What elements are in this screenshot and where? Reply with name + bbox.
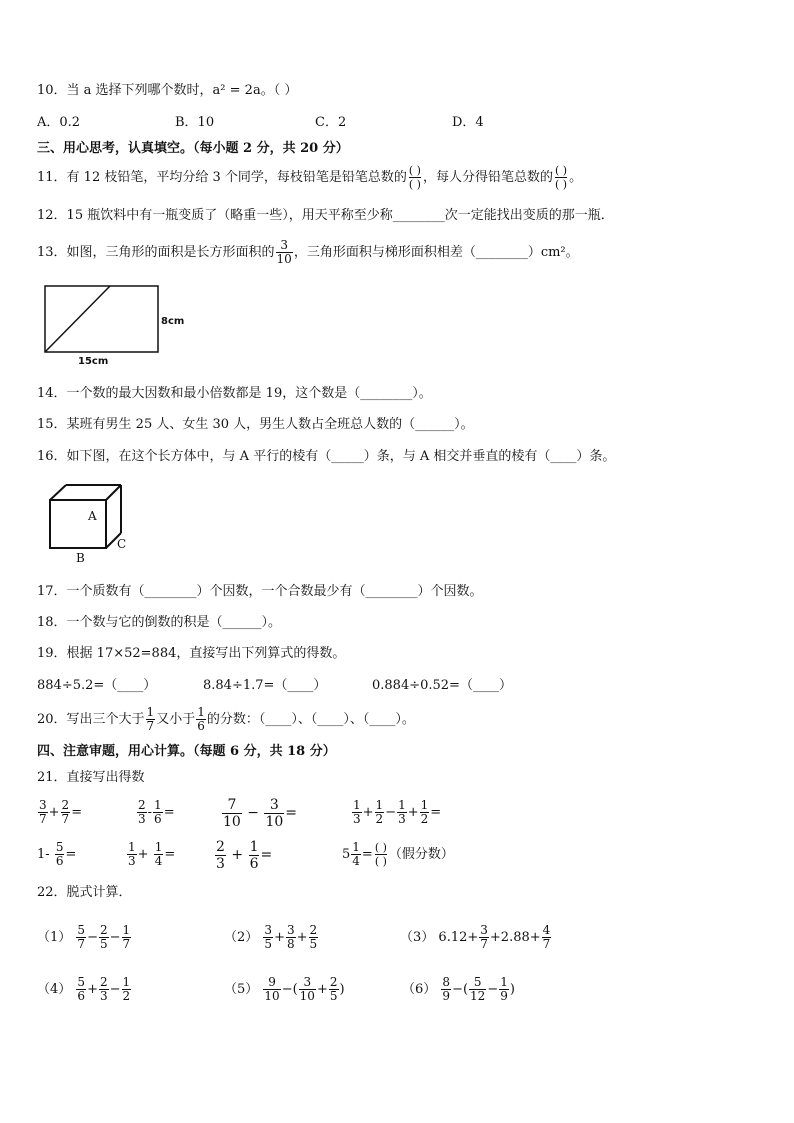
prefix: 1- <box>37 847 50 862</box>
frac-den: 9 <box>500 989 508 1003</box>
q11-blank: ( ) <box>555 164 568 177</box>
frac-den: 3 <box>398 812 406 826</box>
q20-fraction-2 <box>196 706 206 733</box>
fig16-label-a: A <box>88 509 97 523</box>
section4-title: 四、注意审题，用心计算。（每题 6 分，共 18 分） <box>37 744 336 759</box>
equals: = <box>430 805 442 820</box>
blank: ( ) <box>374 841 387 854</box>
frac-den: 4 <box>154 854 163 868</box>
fig16-label-b: B <box>76 551 85 565</box>
frac-den: 10 <box>265 813 284 830</box>
q13 <box>37 236 579 270</box>
frac-num: 3 <box>264 923 273 937</box>
frac-num: 1 <box>375 798 384 812</box>
frac-num: 1 <box>154 840 163 854</box>
frac-num: 3 <box>303 975 312 989</box>
q20-fraction-1 <box>146 706 156 733</box>
frac-den: 10 <box>299 989 315 1003</box>
q22-problem-6 <box>402 970 515 1010</box>
frac-num: 2 <box>216 838 225 855</box>
frac-num: 1 <box>154 798 162 812</box>
q20 <box>37 703 415 737</box>
paren: ) <box>339 982 345 997</box>
q22-problem-4 <box>37 970 132 1010</box>
q15-text: 15．某班有男生 25 人、女生 30 人，男生人数占全班总人数的（______）。 <box>37 417 474 432</box>
operator: + <box>274 930 285 945</box>
frac-den: 4 <box>352 854 360 868</box>
q19-text: 19．根据 17×52=884，直接写出下列算式的得数。 <box>37 646 346 661</box>
frac-den: 5 <box>309 937 318 951</box>
frac-den: 8 <box>286 937 295 951</box>
q16-text: 16．如下图，在这个长方体中，与 A 平行的棱有（_____）条，与 A 相交并垂直的棱有（____）条。 <box>37 449 616 464</box>
frac-den: 7 <box>542 937 551 951</box>
q22-problem-2 <box>224 918 319 958</box>
frac-den: 10 <box>223 813 241 830</box>
frac-num: 1 <box>353 798 361 812</box>
q19-item-2: 8.84÷1.7=（____） <box>203 678 327 693</box>
q21-expr-1 <box>37 796 82 830</box>
equals: = <box>65 847 77 862</box>
operator: + <box>316 982 328 997</box>
operator: − <box>385 805 397 820</box>
frac-den: 7 <box>39 812 47 826</box>
frac-den: 2 <box>122 989 131 1003</box>
q22-problem-5 <box>224 970 345 1010</box>
label: （1） <box>37 930 72 945</box>
q19-item-1: 884÷5.2=（____） <box>37 678 157 693</box>
frac-num: 1 <box>197 705 205 719</box>
q21-expr-4 <box>351 796 441 830</box>
frac-den: 6 <box>55 854 64 868</box>
frac-den: 7 <box>480 937 488 951</box>
frac-num: 3 <box>39 798 47 812</box>
q22-title: 22．脱式计算． <box>37 885 132 900</box>
q13-fraction <box>276 239 293 266</box>
rectangle-figure <box>40 282 165 356</box>
q13-num: 3 <box>280 238 288 252</box>
frac-den: 7 <box>122 937 131 951</box>
fig13-height-label: 8cm <box>161 316 185 327</box>
frac-num: 3 <box>480 923 488 937</box>
q11-fraction-2 <box>555 164 567 191</box>
frac-den: 2 <box>375 812 384 826</box>
frac-num: 5 <box>473 975 482 989</box>
middle: +2.88+ <box>489 930 541 945</box>
cuboid-figure <box>44 482 126 554</box>
operator: − <box>87 930 98 945</box>
q20-part2: 又小于 <box>156 712 196 727</box>
q13-den: 10 <box>276 252 292 266</box>
operator: −( <box>452 982 469 997</box>
frac-num: 1 <box>146 705 155 719</box>
q17-text: 17．一个质数有（________）个因数，一个合数最少有（________）个因数。 <box>37 584 483 599</box>
operator: + <box>407 805 419 820</box>
operator: + <box>231 847 244 863</box>
q11-part1: 11．有 12 枝铅笔，平均分给 3 个同学，每枝铅笔是铅笔总数的 <box>37 170 407 185</box>
q21-expr-5 <box>37 838 76 872</box>
operator: − <box>109 930 121 945</box>
frac-den: 3 <box>99 989 108 1003</box>
frac-den: 5 <box>264 937 273 951</box>
frac-num: 5 <box>55 840 64 854</box>
frac-den: 6 <box>154 812 162 826</box>
q10-option-c: C．2 <box>315 115 347 130</box>
frac-num: 9 <box>268 975 276 989</box>
q21-expr-2 <box>136 796 175 830</box>
operator: + <box>296 930 308 945</box>
q11-fraction-1 <box>409 164 421 191</box>
frac-den: 9 <box>442 989 451 1003</box>
q10-option-b: B．10 <box>175 115 215 130</box>
frac-num: 5 <box>77 923 86 937</box>
frac-den: 10 <box>264 989 280 1003</box>
equals: = <box>163 805 175 820</box>
q12-text: 12．15 瓶饮料中有一瓶变质了（略重一些），用天平称至少称________次一定能找出变质的那一瓶． <box>37 208 614 223</box>
frac-num: 2 <box>329 975 338 989</box>
q22-problem-3 <box>400 918 552 958</box>
prefix: 6.12+ <box>438 930 479 945</box>
operator: − <box>487 982 499 997</box>
frac-num: 1 <box>122 923 131 937</box>
q21-expr-3 <box>221 796 297 830</box>
frac-den: 3 <box>353 812 361 826</box>
q10-option-d: D．4 <box>452 115 484 130</box>
operator: + <box>87 982 98 997</box>
frac-den: 6 <box>77 989 86 1003</box>
q21-expr-8 <box>342 838 454 872</box>
frac-den: 7 <box>146 719 155 733</box>
frac-num: 1 <box>352 840 360 854</box>
frac-num: 1 <box>249 838 259 855</box>
equals: = <box>260 847 273 863</box>
q19-item-3: 0.884÷0.52=（____） <box>372 678 512 693</box>
frac-den: 6 <box>197 719 205 733</box>
frac-num: 2 <box>99 975 108 989</box>
q10-text: 10．当 a 选择下列哪个数时，a² = 2a。（ ） <box>37 83 298 98</box>
paren: ) <box>509 982 515 997</box>
q21-title: 21．直接写出得数 <box>37 770 145 785</box>
operator: - <box>147 805 153 820</box>
frac-den: 7 <box>61 812 70 826</box>
q11 <box>37 163 582 193</box>
q11-blank: ( ) <box>408 178 421 191</box>
frac-num: 5 <box>77 975 86 989</box>
operator: + <box>48 805 60 820</box>
frac-den: 7 <box>77 937 86 951</box>
q20-part1: 20．写出三个大于 <box>37 712 145 727</box>
frac-num: 3 <box>286 923 295 937</box>
label: （5） <box>224 982 259 997</box>
operator: − <box>109 982 121 997</box>
q11-part3: 。 <box>569 170 583 185</box>
operator: + <box>362 805 374 820</box>
equals: = <box>71 805 83 820</box>
label: （4） <box>37 982 72 997</box>
frac-num: 1 <box>500 975 508 989</box>
label: （6） <box>402 982 437 997</box>
frac-den: 3 <box>138 812 146 826</box>
q20-part3: 的分数：（____）、（____）、（____）。 <box>206 712 415 727</box>
q13-part2: ，三角形面积与梯形面积相差（________）cm²。 <box>293 245 579 260</box>
q10-option-a: A．0.2 <box>37 115 81 130</box>
q11-part2: ，每人分得铅笔总数的 <box>422 170 553 185</box>
label: （2） <box>224 930 259 945</box>
frac-den: 3 <box>216 855 225 872</box>
frac-num: 2 <box>99 923 108 937</box>
frac-num: 3 <box>269 796 279 813</box>
frac-num: 2 <box>138 798 146 812</box>
frac-num: 1 <box>420 798 429 812</box>
operator: − <box>247 805 260 821</box>
q21-expr-7 <box>214 838 272 872</box>
frac-num: 8 <box>442 975 451 989</box>
q21-expr-6 <box>126 838 175 872</box>
fig16-label-c: C <box>117 537 127 551</box>
q18-text: 18．一个数与它的倒数的积是（______）。 <box>37 615 282 630</box>
operator: + <box>137 847 149 862</box>
note: （假分数） <box>388 847 454 862</box>
frac-den: 2 <box>420 812 429 826</box>
frac-num: 1 <box>122 975 131 989</box>
frac-num: 4 <box>542 923 551 937</box>
frac-num: 1 <box>128 840 136 854</box>
operator: −( <box>281 982 298 997</box>
q11-blank: ( ) <box>408 164 421 177</box>
q11-blank: ( ) <box>555 178 568 191</box>
frac-den: 6 <box>249 855 259 872</box>
fig13-width-label: 15cm <box>78 356 109 367</box>
q13-part1: 13．如图，三角形的面积是长方形面积的 <box>37 245 275 260</box>
label: （3） <box>400 930 435 945</box>
frac-num: 7 <box>227 796 237 813</box>
frac-num: 2 <box>61 798 70 812</box>
q14-text: 14．一个数的最大因数和最小倍数都是 19，这个数是（________）。 <box>37 386 432 401</box>
q22-problem-1 <box>37 918 132 958</box>
frac-den: 5 <box>329 989 338 1003</box>
equals: = <box>285 805 298 821</box>
equals: = <box>361 847 373 862</box>
frac-den: 5 <box>99 937 108 951</box>
equals: = <box>164 847 176 862</box>
frac-den: 12 <box>470 989 486 1003</box>
frac-den: 3 <box>128 854 136 868</box>
blank: ( ) <box>374 855 387 868</box>
frac-num: 1 <box>398 798 406 812</box>
section3-title: 三、用心思考，认真填空。（每小题 2 分，共 20 分） <box>37 141 349 156</box>
frac-num: 2 <box>309 923 318 937</box>
whole-number: 5 <box>342 847 351 862</box>
